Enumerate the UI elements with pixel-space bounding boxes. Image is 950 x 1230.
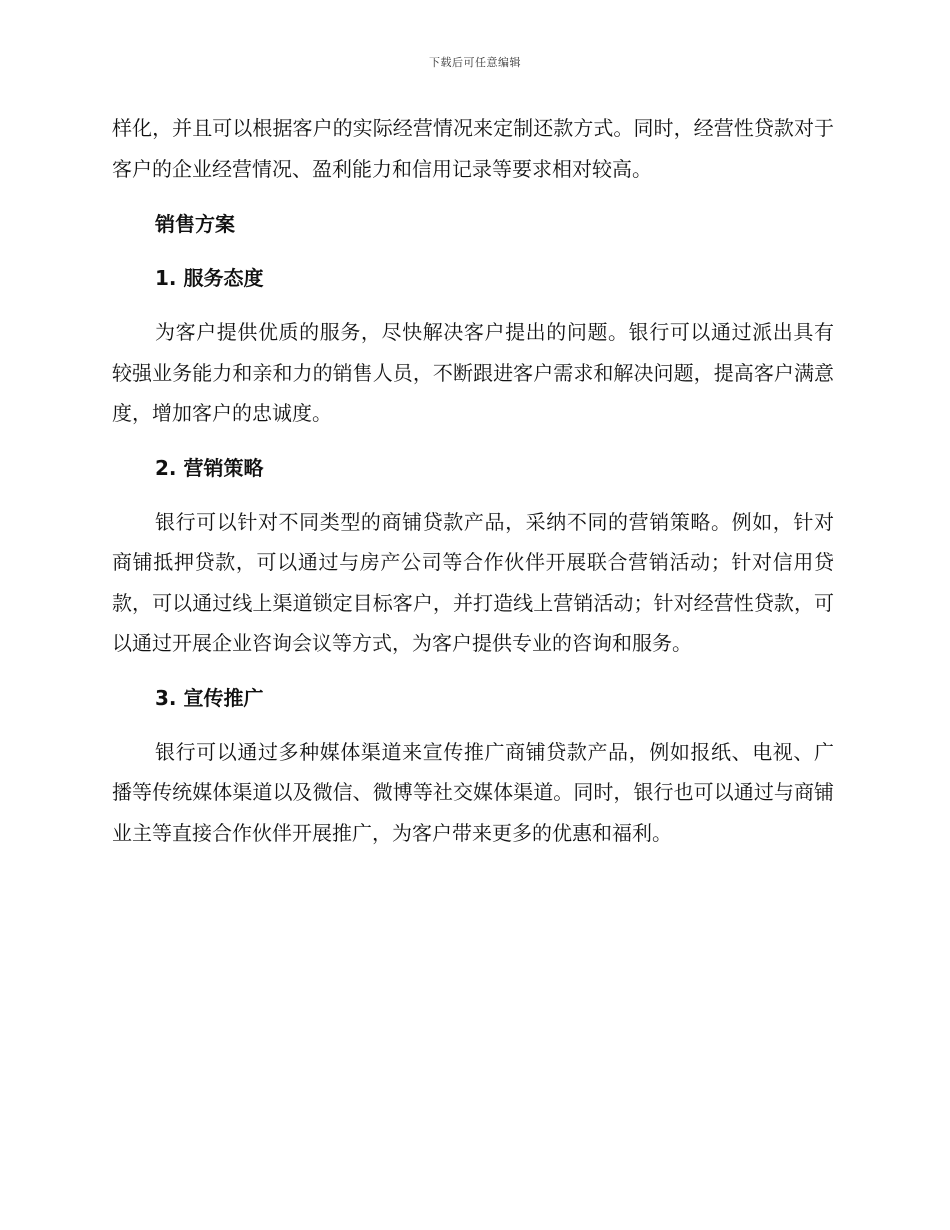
section-paragraph-marketing-strategy: 银行可以针对不同类型的商铺贷款产品，采纳不同的营销策略。例如，针对商铺抵押贷款，可以通过与房产公司等合作伙伴开展联合营销活动；针对信用贷款，可以通过线上渠道锁定目标客户，并打造线上营销活动；针对经营性贷款，可以通过开展企业咨询会议等方式，为客户提供专业的咨询和服务。 xyxy=(112,509,834,655)
document-body xyxy=(112,108,834,853)
section-heading-promotion: 3. 宣传推广 xyxy=(155,685,264,710)
section-heading-marketing-strategy: 2. 营销策略 xyxy=(155,455,264,480)
section-heading-service-attitude: 1. 服务态度 xyxy=(155,266,264,290)
page-header-note: 下载后可任意编辑 xyxy=(429,56,521,69)
section-title: 销售方案 xyxy=(155,212,235,236)
section-paragraph-service-attitude: 为客户提供优质的服务，尽快解决客户提出的问题。银行可以通过派出具有较强业务能力和亲和力的销售人员，不断跟进客户需求和解决问题，提高客户满意度，增加客户的忠诚度。 xyxy=(112,320,834,425)
intro-paragraph: 样化，并且可以根据客户的实际经营情况来定制还款方式。同时，经营性贷款对于客户的企业经营情况、盈利能力和信用记录等要求相对较高。 xyxy=(112,116,834,181)
section-paragraph-promotion: 银行可以通过多种媒体渠道来宣传推广商铺贷款产品，例如报纸、电视、广播等传统媒体渠道以及微信、微博等社交媒体渠道。同时，银行也可以通过与商铺业主等直接合作伙伴开展推广，为客户带来更多的优惠和福利。 xyxy=(112,739,834,845)
